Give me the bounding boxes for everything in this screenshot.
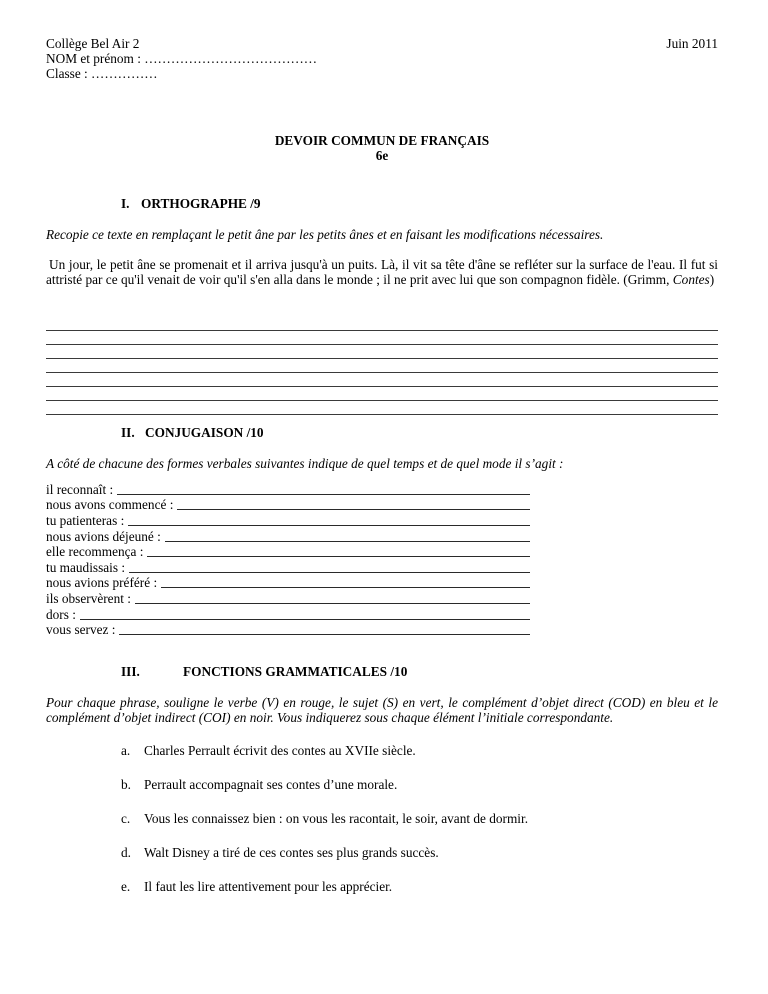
sentence-text: Walt Disney a tiré de ces contes ses plus grands succès. <box>144 845 439 861</box>
answer-line <box>46 401 718 415</box>
verb-form-label: nous avons commencé : <box>46 497 174 513</box>
section-1-number: I. <box>121 196 130 211</box>
dictation-text <box>46 258 718 287</box>
conjugation-row <box>46 590 530 606</box>
answer-underline <box>80 619 530 620</box>
answer-line <box>46 317 718 331</box>
issue-date: Juin 2011 <box>666 36 718 51</box>
grade-level: 6e <box>375 148 389 163</box>
conjugation-row <box>46 622 530 638</box>
document-header <box>46 36 718 51</box>
section-3-number: III. <box>121 664 140 680</box>
answer-line <box>46 359 718 373</box>
exercise-sentence <box>121 777 718 792</box>
answer-line <box>46 345 718 359</box>
exercise-sentence <box>121 743 718 758</box>
school-name: Collège Bel Air 2 <box>46 36 140 51</box>
section-3-title: FONCTIONS GRAMMATICALES /10 <box>183 664 408 680</box>
section-2-heading <box>121 425 718 440</box>
section-1-heading <box>121 196 718 211</box>
conjugation-list <box>46 481 718 637</box>
answer-underline <box>161 587 530 588</box>
answer-line <box>46 373 718 387</box>
class-field-line: Classe : …………… <box>46 66 158 81</box>
exercise-sentence <box>121 879 718 894</box>
sentence-letter: b. <box>121 777 131 793</box>
conjugation-row <box>46 559 530 575</box>
verb-form-label: nous avions préféré : <box>46 575 158 591</box>
verb-form-label: tu maudissais : <box>46 559 126 575</box>
answer-line <box>46 331 718 345</box>
conjugation-row <box>46 481 530 497</box>
conjugation-row <box>46 606 530 622</box>
section-3-instruction: Pour chaque phrase, souligne le verbe (V) en rouge, le sujet (S) en vert, le complément d’objet direct (COD) en bleu et le complément d’objet indirect (COI) en noir. Vous indiquerez sous chaque élément l’initiale correspondante. <box>46 695 718 726</box>
conjugation-row <box>46 528 530 544</box>
dictation-text-book-title: Contes <box>672 271 710 287</box>
sentence-letter: c. <box>121 811 131 827</box>
verb-form-label: ils observèrent : <box>46 590 131 606</box>
conjugation-row <box>46 497 530 513</box>
verb-form-label: nous avions déjeuné : <box>46 528 161 544</box>
sentence-letter: a. <box>121 743 131 759</box>
answer-line <box>46 387 718 401</box>
conjugation-row <box>46 512 530 528</box>
sentence-letter: d. <box>121 845 131 861</box>
answer-underline <box>128 525 530 526</box>
section-2-number: II. <box>121 425 135 441</box>
dictation-text-body: Un jour, le petit âne se promenait et il arriva jusqu'à un puits. Là, il vit sa tête d'âne se refléter sur la surface de l'eau. Il fut si attristé par ce qu'il venait de voir qu'il s'en alla dans le monde ; il ne prit avec lui que son compagnon fidèle. (Grimm, <box>46 257 718 287</box>
answer-underline <box>147 556 530 557</box>
conjugation-row <box>46 544 530 560</box>
section-1-instruction: Recopie ce texte en remplaçant le petit âne par les petits ânes et en faisant les modifications nécessaires. <box>46 227 604 242</box>
section-2-instruction: A côté de chacune des formes verbales suivantes indique de quel temps et de quel mode il s’agit : <box>46 456 564 472</box>
section-3-heading <box>121 664 718 679</box>
sentence-text: Vous les connaissez bien : on vous les racontait, le soir, avant de dormir. <box>144 811 529 827</box>
title-block <box>46 133 718 163</box>
sentence-list <box>46 743 718 894</box>
sentence-text: Il faut les lire attentivement pour les apprécier. <box>144 879 393 895</box>
verb-form-label: vous servez : <box>46 622 116 638</box>
answer-underline <box>177 509 530 510</box>
exercise-sentence <box>121 811 718 826</box>
answer-lines-block <box>46 317 718 415</box>
sentence-text: Charles Perrault écrivit des contes au XVIIe siècle. <box>144 743 416 759</box>
sentence-text: Perrault accompagnait ses contes d’une morale. <box>144 777 398 793</box>
verb-form-label: elle recommença : <box>46 544 144 560</box>
section-2-title: CONJUGAISON /10 <box>145 425 264 441</box>
answer-underline <box>135 603 530 604</box>
dictation-text-end: ) <box>709 271 715 287</box>
answer-underline <box>119 634 530 635</box>
answer-underline <box>129 572 530 573</box>
conjugation-row <box>46 575 530 591</box>
verb-form-label: tu patienteras : <box>46 512 125 528</box>
document-title: DEVOIR COMMUN DE FRANÇAIS <box>274 133 490 148</box>
exercise-sentence <box>121 845 718 860</box>
answer-underline <box>117 494 530 495</box>
sentence-letter: e. <box>121 879 131 895</box>
name-field-line: NOM et prénom : ………………………………… <box>46 51 318 66</box>
verb-form-label: dors : <box>46 606 76 622</box>
answer-underline <box>165 541 530 542</box>
section-1-title: ORTHOGRAPHE /9 <box>141 196 261 211</box>
verb-form-label: il reconnaît : <box>46 481 114 497</box>
